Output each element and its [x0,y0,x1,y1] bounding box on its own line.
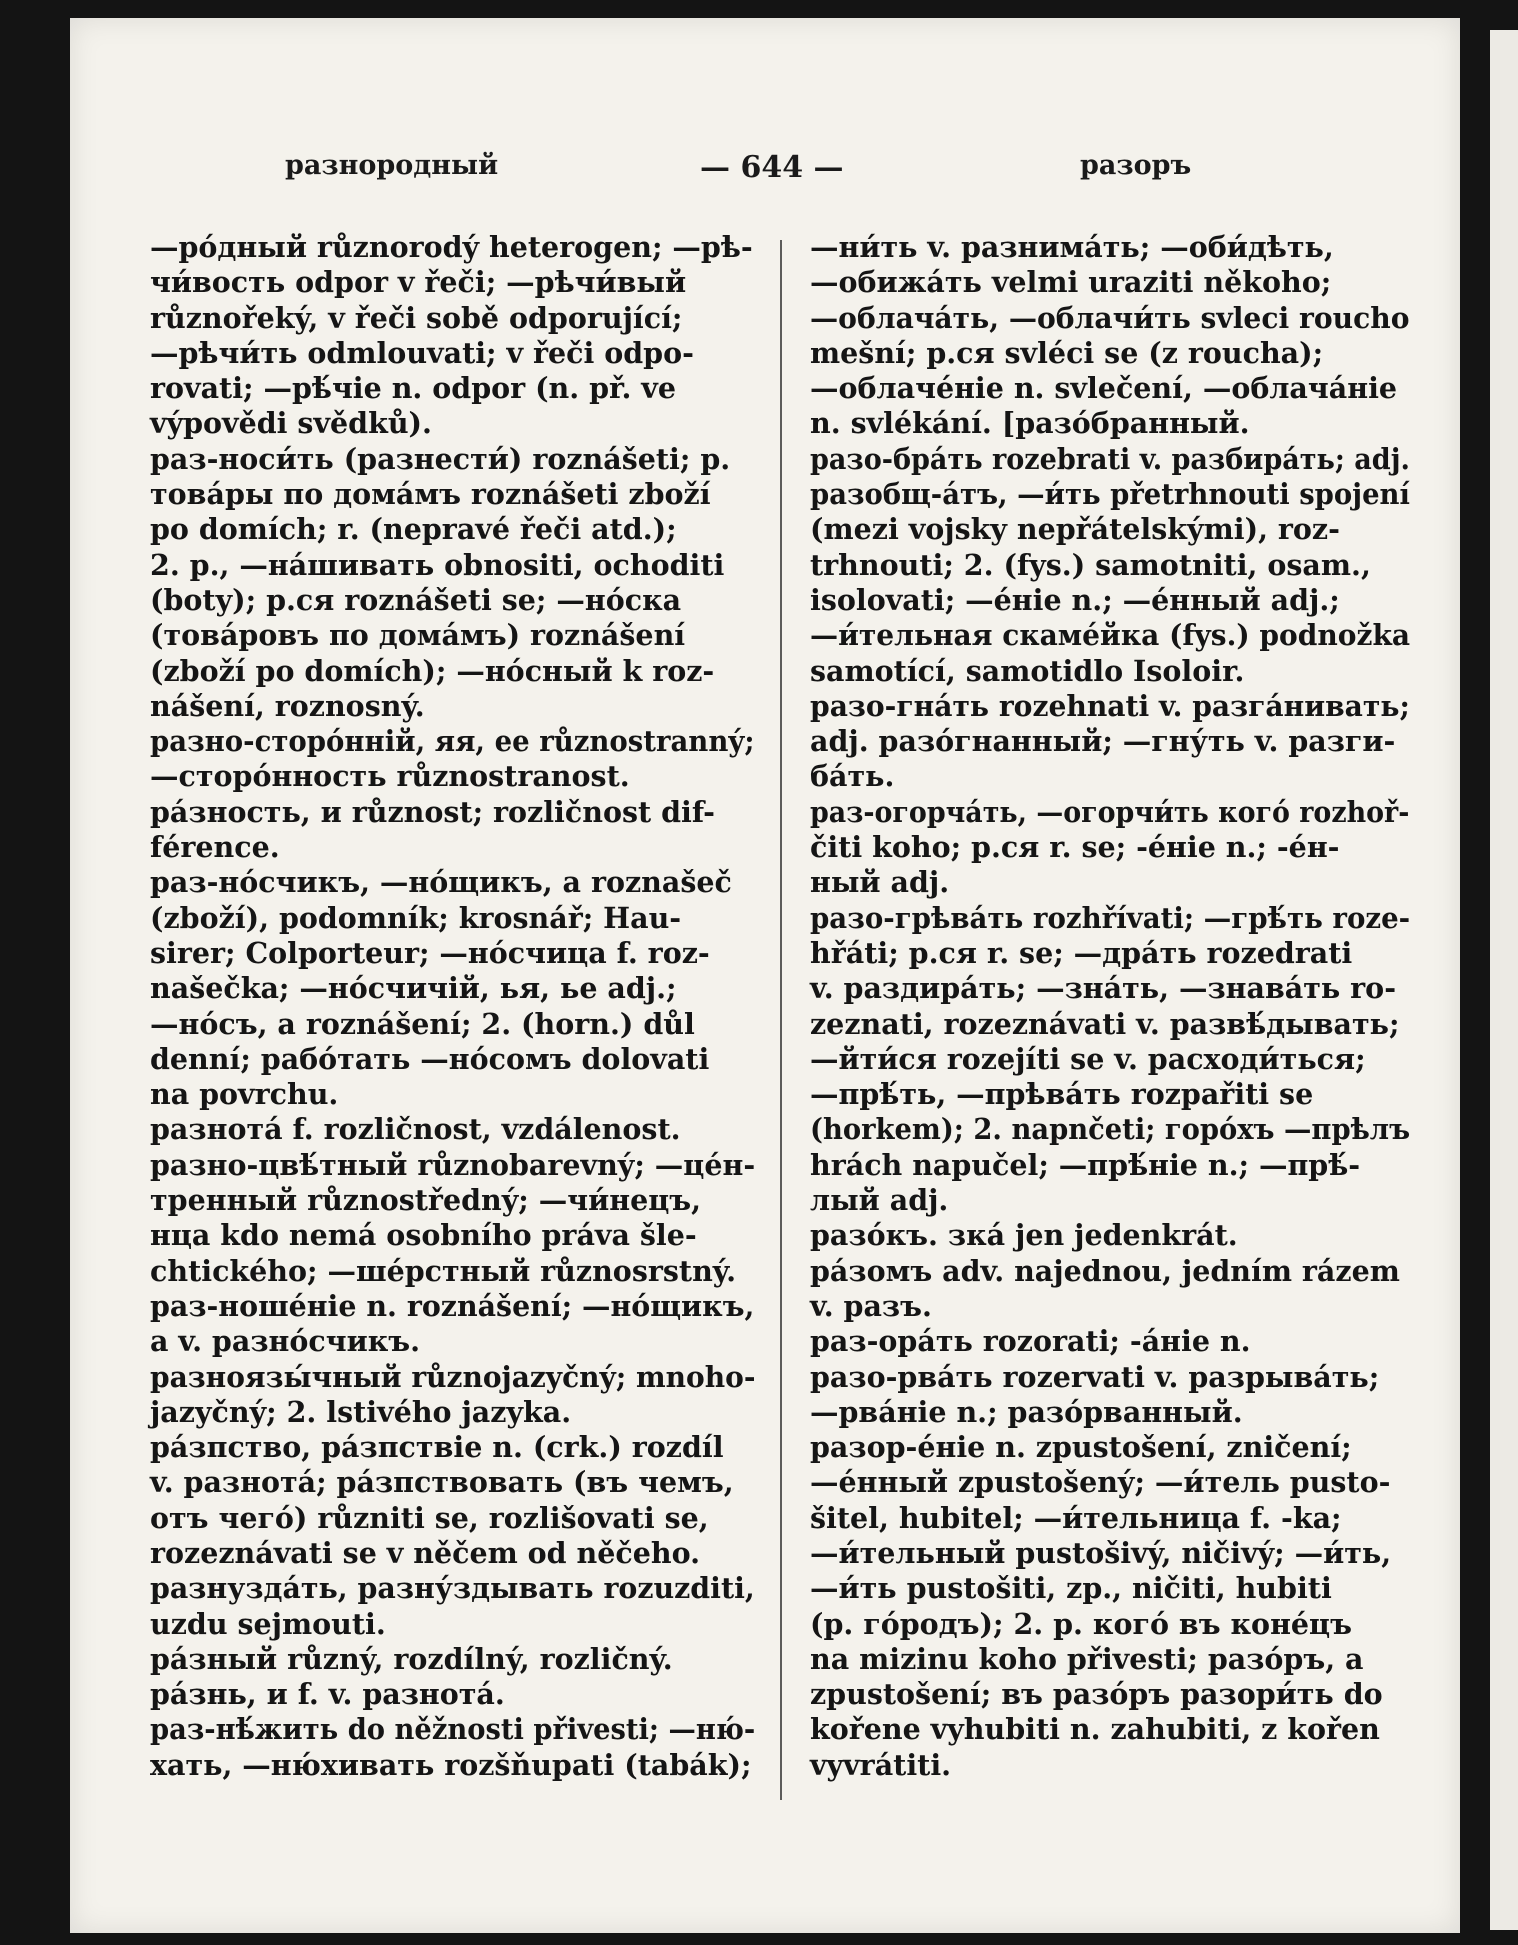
dictionary-line: —облаче́ніе n. svlečení, —облача́ніе [810,371,1398,406]
dictionary-line: v. раздира́ть; —зна́ть, —знава́ть ro- [810,971,1397,1006]
dictionary-line: adj. разо́гнанный; —гну́ть v. разги- [810,724,1396,759]
dictionary-line: —ни́ть v. разнима́ть; —оби́дѣть, [810,230,1334,264]
dictionary-line: нца kdo nemá osobního práva šle- [150,1218,697,1253]
dictionary-line: ба́ть. [810,759,895,794]
dictionary-line: раз-ора́ть rozorati; -а́ніе n. [810,1324,1251,1359]
dictionary-line: —рѣчи́ть odmlouvati; v řeči odpo- [150,335,694,370]
dictionary-line: разнота́ f. rozličnost, vzdálenost. [150,1112,681,1147]
dictionary-line: mešní; p.ся svléci se (z roucha); [810,335,1324,370]
dictionary-line: (zboží), podomník; krosnář; Hau- [150,900,682,935]
dictionary-line: uzdu sejmouti. [150,1606,386,1641]
dictionary-line: —но́съ, a roznášení; 2. (horn.) důl [150,1006,695,1041]
dictionary-line: разо-бра́ть rozebrati v. разбира́ть; adj. [810,441,1410,476]
dictionary-line: раз-огорча́ть, —огорчи́ть кого́ rozhoř- [810,794,1410,829]
dictionary-line: (p. го́родъ); 2. p. кого́ въ коне́цъ [810,1606,1352,1641]
dictionary-line: разор-е́ніе n. zpustošení, zničení; [810,1430,1352,1465]
left-column [150,230,755,1783]
dictionary-line: kořene vyhubiti n. zahubiti, z kořen [810,1712,1380,1747]
dictionary-line: ра́зный různý, rozdílný, rozličný. [150,1641,673,1676]
dictionary-line: trhnouti; 2. (fys.) samotniti, osam., [810,547,1371,582]
dictionary-line: na povrchu. [150,1077,339,1112]
dictionary-line: ра́зпство, ра́зпствіе n. (crk.) rozdíl [150,1430,724,1465]
dictionary-line: vyvrátiti. [810,1747,952,1782]
dictionary-line: hrách napučel; —прѣ́ніе n.; —прѣ́- [810,1147,1361,1182]
dictionary-line: ный adj. [810,865,950,900]
dictionary-line: ра́знь, и f. v. разнота́. [150,1677,505,1712]
dictionary-line: rovati; —рѣ́чіе n. odpor (n. př. ve [150,371,676,406]
dictionary-line: —обижа́ть velmi uraziti někoho; [810,265,1332,300]
dictionary-line: (това́ровъ по дома́мъ) roznášení [150,618,686,653]
dictionary-line: v. разнота́; ра́зпствовать (въ чемъ, [150,1465,734,1500]
dictionary-line: разно-сторо́нній, яя, ее různostranný; [150,724,755,759]
dictionary-line: po domích; r. (nepravé řeči atd.); [150,512,677,547]
dictionary-line: разо-гна́ть rozehnati v. разга́нивать; [810,688,1410,723]
dictionary-line: разо-рва́ть rozervati v. разрыва́ть; [810,1359,1380,1394]
dictionary-line: —прѣ́ть, —прѣва́ть rozpařiti se [810,1077,1314,1112]
dictionary-line: раз-но́счикъ, —но́щикъ, a roznašeč [150,865,732,900]
dictionary-line: —и́тельный pustošivý, ničivý; —и́ть, [810,1535,1392,1570]
adjacent-page-edge [1490,30,1518,1930]
dictionary-line: 2. p., —на́шивать obnositi, ochoditi [150,547,725,582]
dictionary-line: našečka; —но́счичій, ья, ье adj.; [150,971,677,1006]
dictionary-line: лый adj. [810,1183,949,1218]
dictionary-line: šitel, hubitel; —и́тельница f. -ka; [810,1500,1342,1535]
dictionary-line: rozeznávati se v něčem od něčeho. [150,1535,701,1570]
dictionary-line: zeznati, rozeznávati v. развѣ́дывать; [810,1006,1400,1041]
dictionary-line: разнузда́ть, разну́здывать rozuzditi, [150,1571,755,1606]
dictionary-line: —йти́ся rozejíti se v. расходи́ться; [810,1041,1366,1076]
dictionary-line: това́ры по дома́мъ roznášeti zboží [150,477,711,512]
page-header [0,150,1518,190]
dictionary-line: na mizinu koho přivesti; разо́ръ, a [810,1641,1364,1676]
column-divider [780,240,782,1800]
dictionary-line: —сторо́нность různostranost. [150,759,630,794]
dictionary-line: чи́вость odpor v řeči; —рѣчи́вый [150,265,687,300]
dictionary-line: раз-нѣ́жить do něžnosti přivesti; —ню́- [150,1712,756,1747]
dictionary-line: (zboží po domích); —но́сный k roz- [150,653,715,688]
dictionary-line: разноязы́чный různojazyčný; mnoho- [150,1359,756,1394]
dictionary-line: тренный různostředný; —чи́нецъ, [150,1183,702,1218]
dictionary-line: n. svlékání. [разо́бранный. [810,406,1250,441]
dictionary-line: čiti koho; p.ся r. se; -е́ніе n.; -е́н- [810,830,1340,865]
dictionary-line: —и́тельная скаме́йка (fys.) podnožka [810,618,1411,653]
dictionary-line: isolovati; —е́ніе n.; —е́нный adj.; [810,582,1340,617]
dictionary-line: hřáti; p.ся r. se; —дра́ть rozedrati [810,935,1353,970]
dictionary-line: sirer; Colporteur; —но́счица f. roz- [150,935,710,970]
dictionary-line: ра́зомъ adv. najednou, jedním rázem [810,1253,1400,1288]
header-last-word: разоръ [1080,150,1192,181]
dictionary-line: nášení, roznosný. [150,688,425,723]
dictionary-line: разно-цвѣ́тный různobarevný; —це́н- [150,1147,756,1182]
dictionary-line: отъ чего́) různiti se, rozlišovati se, [150,1500,709,1535]
dictionary-line: хать, —ню́хивать rozšňupati (tabák); [150,1747,752,1782]
dictionary-line: zpustošení; въ разо́ръ разори́ть do [810,1677,1383,1712]
dictionary-line: jazyčný; 2. lstivého jazyka. [150,1394,572,1429]
dictionary-line: ра́зность, и různost; rozličnost dif- [150,794,715,829]
dictionary-line: разобщ-а́тъ, —и́ть přetrhnouti spojení [810,477,1410,512]
dictionary-line: раз-носи́ть (разнести́) roznášeti; p. [150,441,731,476]
dictionary-line: разо́къ. зка́ jen jedenkrát. [810,1218,1238,1253]
dictionary-line: —ро́дный různorodý heterogen; —рѣ- [150,230,753,264]
dictionary-line: různořeký, v řeči sobě odporující; [150,300,683,335]
dictionary-line: v. разъ. [810,1288,932,1323]
dictionary-line: раз-ноше́ніе n. roznášení; —но́щикъ, [150,1288,755,1323]
dictionary-line: —е́нный zpustošený; —и́тель pusto- [810,1465,1391,1500]
dictionary-line: —и́ть pustošiti, zp., ničiti, hubiti [810,1571,1332,1606]
dictionary-line: férence. [150,830,280,865]
dictionary-line: chtického; —ше́рстный různosrstný. [150,1253,737,1288]
right-column [810,230,1410,1783]
dictionary-line: (boty); p.ся roznášeti se; —но́ска [150,582,682,617]
header-first-word: разнородный [285,150,499,181]
dictionary-line: разо-грѣва́ть rozhřívati; —грѣ́ть roze- [810,900,1411,935]
dictionary-line: a v. разно́счикъ. [150,1324,421,1359]
dictionary-line: —рва́ніе n.; разо́рванный. [810,1394,1243,1429]
dictionary-line: denní; рабо́тать —но́сомъ dolovati [150,1041,710,1076]
dictionary-line: samotící, samotidlo Isoloir. [810,653,1245,688]
dictionary-line: výpovědi svědků). [150,406,432,441]
dictionary-line: (mezi vojsky nepřátelskými), roz- [810,512,1340,547]
dictionary-line: (horkem); 2. napnčeti; горо́хъ —прѣлъ [810,1112,1411,1147]
page-number: — 644 — [700,150,844,185]
dictionary-line: —облача́ть, —облачи́ть svleci roucho [810,300,1410,335]
